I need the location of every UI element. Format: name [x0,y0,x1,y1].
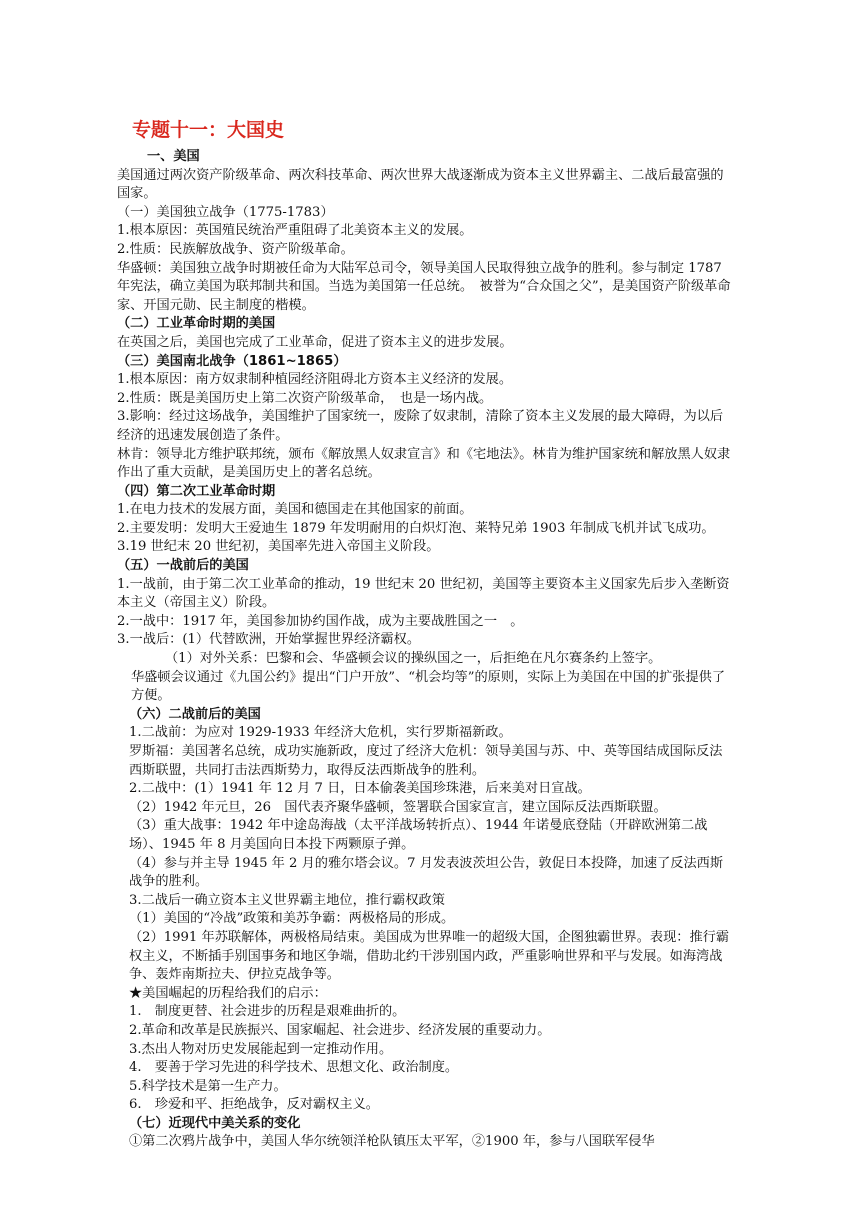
section-heading: （三）美国南北战争（1861~1865） [117,353,347,369]
paragraph-line: 3.杰出人物对历史发展能起到一定推动作用。 [129,1041,393,1057]
paragraph-line: ①第二次鸦片战争中，美国人华尔统领洋枪队镇压太平军，②1900 年，参与八国联军侵华 [129,1134,655,1150]
paragraph-line: 在英国之后，美国也完成了工业革命，促进了资本主义的进步发展。 [117,334,513,350]
paragraph-line: 5.科学技术是第一生产力。 [129,1078,287,1094]
paragraph-line: 2.革命和改革是民族振兴、国家崛起、社会进步、经济发展的重要动力。 [129,1022,551,1038]
paragraph-line: 1.根本原因：英国殖民统治严重阻碍了北美资本主义的发展。 [117,223,473,239]
paragraph-line: 罗斯福：美国著名总统，成功实施新政，度过了经济大危机：领导美国与苏、中、英等国结成国际反法西斯联盟，共同打击法西斯势力，取得反法西斯战争的胜利。 [129,744,723,778]
paragraph-line: 3.19 世纪末 20 世纪初，美国率先进入帝国主义阶段。 [117,539,440,555]
paragraph-line: 6. 珍爱和平、拒绝战争，反对霸权主义。 [129,1097,379,1113]
paragraph-line: （1）对外关系：巴黎和会、华盛顿会议的操纵国之一，后拒绝在凡尔赛条约上签字。 [165,651,662,667]
document-body [117,148,732,1152]
paragraph-line: （1）美国的“冷战”政策和美苏争霸：两极格局的形成。 [129,911,455,927]
paragraph-line: （3）重大战事：1942 年中途岛海战（太平洋战场转折点）、1944 年诺曼底登陆（开辟欧洲第二战场）、1945 年 8 月美国向日本投下两颗原子弹。 [129,818,708,852]
paragraph-line: 1.根本原因：南方奴隶制种植园经济阻碍北方资本主义经济的发展。 [117,372,513,388]
paragraph-line: 2.一战中：1917 年，美国参加协约国作战，成为主要战胜国之一 。 [117,613,524,629]
paragraph-line: （一）美国独立战争（1775-1783） [117,204,334,220]
document-title: 专题十一：大国史 [132,119,285,141]
paragraph-line: 1.二战前：为应对 1929-1933 年经济大危机，实行罗斯福新政。 [129,725,512,741]
paragraph-line: 2.主要发明：发明大王爱迪生 1879 年发明耐用的白炽灯泡、莱特兄弟 1903 年制成飞机并试飞成功。 [117,520,715,536]
paragraph-line: 林肯：领导北方维护联邦统，颁布《解放黑人奴隶宣言》和《宅地法》。林肯为维护国家统和解放黑人奴隶作出了重大贡献，是美国历史上的著名总统。 [117,446,731,481]
section-heading: （七）近现代中美关系的变化 [129,1115,301,1131]
paragraph-line: 3.一战后：(1）代替欧洲，开始掌握世界经济霸权。 [117,632,421,648]
section-heading: （四）第二次工业革命时期 [117,483,276,499]
paragraph-line: 2.性质：民族解放战争、资产阶级革命。 [117,241,354,257]
section-heading: 一、美国 [147,149,200,164]
paragraph-line: 华盛顿：美国独立战争时期被任命为大陆军总司令，领导美国人民取得独立战争的胜利。参与制定 1787 年宪法，确立美国为联邦制共和国。当选为美国第一任总统。 被誉为“合众国之父”，是美国资产阶级革命家、开国元勋、民主制度的楷模。 [117,260,731,313]
paragraph-line: ★美国崛起的历程给我们的启示： [129,985,327,1001]
paragraph-line: （4）参与并主导 1945 年 2 月的雅尔塔会议。7 月发表波茨坦公告，敦促日本投降，加速了反法西斯战争的胜利。 [129,855,724,890]
section-heading: （五）一战前后的美国 [117,558,249,574]
paragraph-line: 1.在电力技术的发展方面，美国和德国走在其他国家的前面。 [117,502,473,518]
paragraph-line: 3.二战后一确立资本主义世界霸主地位，推行霸权政策 [129,892,445,908]
paragraph-line: 3.影响：经过这场战争，美国维护了国家统一，废除了奴隶制，清除了资本主义发展的最大障碍，为以后经济的迅速发展创造了条件。 [117,409,724,443]
paragraph-line: 2.二战中：(1）1941 年 12 月 7 日，日本偷袭美国珍珠港，后来美对日宣战。 [129,781,591,797]
paragraph-line: （2）1942 年元旦，26 国代表齐聚华盛顿，签署联合国家宣言，建立国际反法西斯联盟。 [129,799,667,815]
paragraph-line: 1.一战前，由于第二次工业革命的推动，19 世纪末 20 世纪初，美国等主要资本主义国家先后步入垄断资本主义（帝国主义）阶段。 [117,576,730,611]
paragraph-line: 华盛顿会议通过《九国公约》提出“门户开放”、“机会均等”的原则，实际上为美国在中国的扩张提供了方便。 [131,669,726,704]
paragraph-line: 4. 要善于学习先进的科学技术、思想文化、政治制度。 [129,1060,459,1076]
paragraph-line: （2）1991 年苏联解体，两极格局结束。美国成为世界唯一的超级大国，企图独霸世界。表现：推行霸权主义，不断插手别国事务和地区争端，借助北约干涉别国内政，严重影响世界和平与发展。如海湾战争、轰炸南斯拉夫、伊拉克战争等。 [129,929,730,983]
document-page [117,118,732,1152]
paragraph-line: 1. 制度更替、社会进步的历程是艰难曲折的。 [129,1004,406,1020]
paragraph-line: 2.性质：既是美国历史上第二次资产阶级革命， 也是一场内战。 [117,390,493,406]
paragraph-line: 美国通过两次资产阶级革命、两次科技革命、两次世界大战逐渐成为资本主义世界霸主、二战后最富强的国家。 [117,167,724,202]
section-heading: （六）二战前后的美国 [129,706,261,722]
section-heading: （二）工业革命时期的美国 [117,316,276,332]
